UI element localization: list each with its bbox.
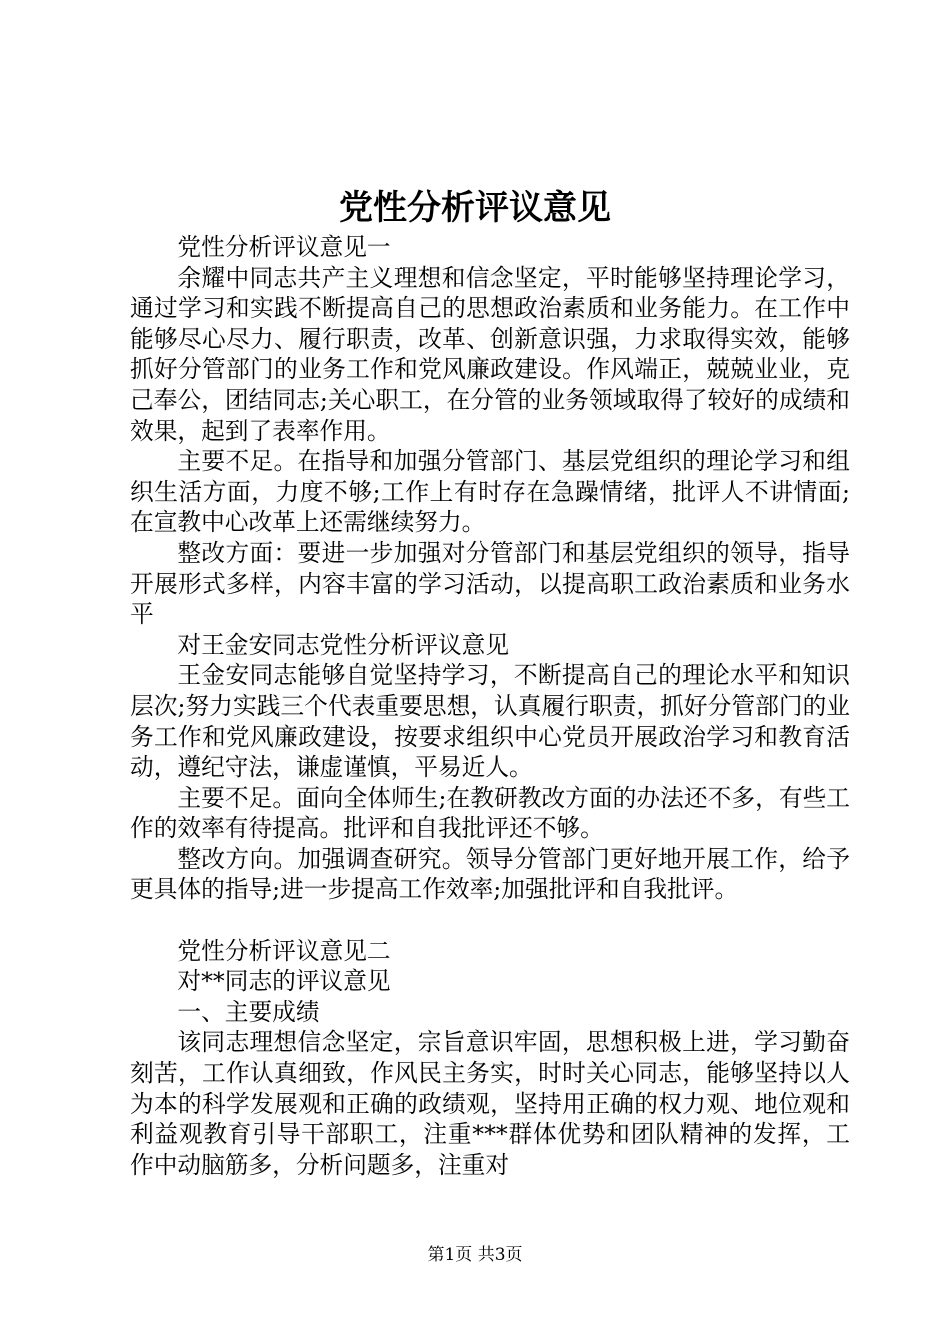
paragraph: 余耀中同志共产主义理想和信念坚定，平时能够坚持理论学习，通过学习和实践不断提高自己的思想政治素质和业务能力。在工作中能够尽心尽力、履行职责，改革、创新意识强，力求取得实效，能够抓好分管部门的业务工作和党风廉政建设。作风端正，兢兢业业，克己奉公，团结同志;关心职工，在分管的业务领域取得了较好的成绩和效果，起到了表率作用。: [130, 263, 850, 445]
paragraph: 主要不足。在指导和加强分管部门、基层党组织的理论学习和组织生活方面，力度不够;工作上有时存在急躁情绪，批评人不讲情面;在宣教中心改革上还需继续努力。: [130, 447, 850, 537]
sub-heading: 一、主要成绩: [177, 997, 320, 1026]
paragraph: 整改方面：要进一步加强对分管部门和基层党组织的领导，指导开展形式多样，内容丰富的学习活动，以提高职工政治素质和业务水平: [130, 538, 850, 629]
paragraph: 王金安同志能够自觉坚持学习，不断提高自己的理论水平和知识层次;努力实践三个代表重要思想，认真履行职责，抓好分管部门的业务工作和党风廉政建设，按要求组织中心党员开展政治学习和教育活动，遵纪守法，谦虚谨慎，平易近人。: [130, 661, 850, 782]
paragraph: 该同志理想信念坚定，宗旨意识牢固，思想积极上进，学习勤奋刻苦，工作认真细致，作风民主务实，时时关心同志，能够坚持以人为本的科学发展观和正确的政绩观，坚持用正确的权力观、地位观和利益观教育引导干部职工，注重***群体优势和团队精神的发挥，工作中动脑筋多，分析问题多，注重对: [130, 1028, 850, 1179]
document-title: 党性分析评议意见: [339, 188, 611, 228]
page-footer: 第1页 共3页: [427, 1245, 523, 1265]
sub-heading: 对王金安同志党性分析评议意见: [177, 630, 510, 659]
paragraph: 主要不足。面向全体师生;在教研教改方面的办法还不多，有些工作的效率有待提高。批评和自我批评还不够。: [130, 783, 850, 843]
sub-heading: 对**同志的评议意见: [177, 967, 391, 996]
document-body: [130, 232, 850, 1180]
section-heading-1: 党性分析评议意见一: [177, 233, 391, 261]
section-heading-2: 党性分析评议意见二: [177, 936, 391, 965]
paragraph: 整改方向。加强调查研究。领导分管部门更好地开展工作，给予更具体的指导;进一步提高工作效率;加强批评和自我批评。: [130, 844, 850, 904]
blank-line: [130, 905, 850, 936]
